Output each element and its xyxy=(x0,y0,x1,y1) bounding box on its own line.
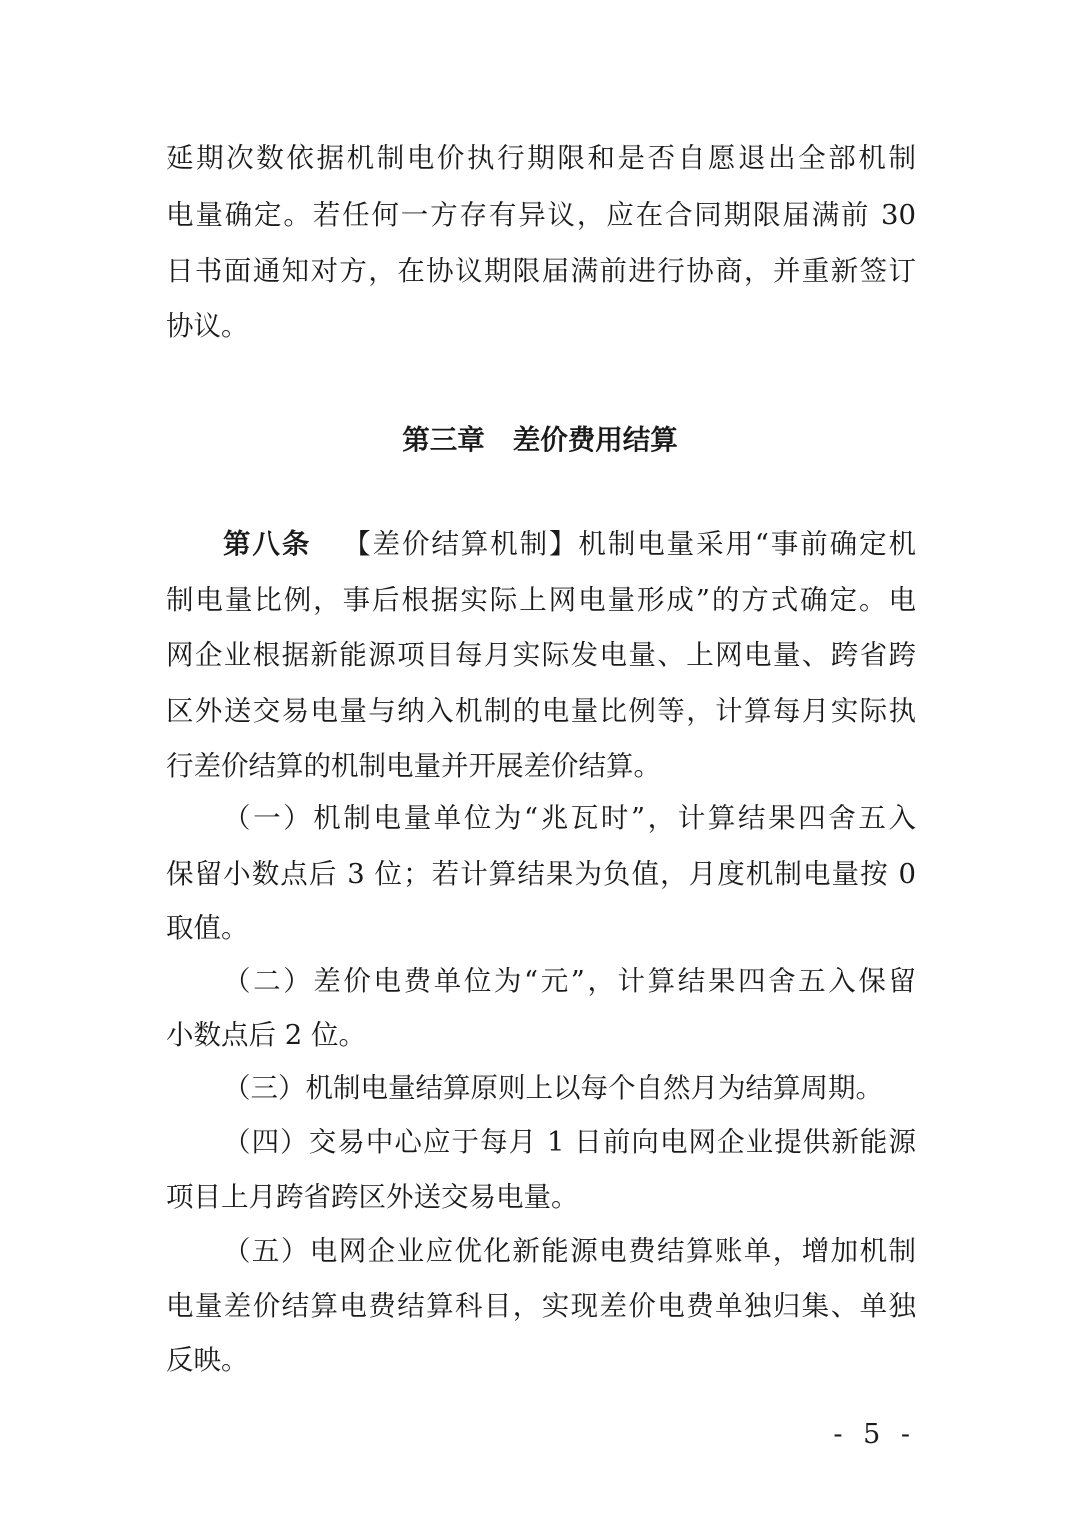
article-8-line-2: 制电量比例，事后根据实际上网电量形成”的方式确定。电 xyxy=(166,584,916,616)
item-2-line-1: （二）差价电费单位为“元”，计算结果四舍五入保留 xyxy=(223,965,916,997)
page-number: - 5 - xyxy=(833,1419,916,1450)
item-1-line-2: 保留小数点后 3 位；若计算结果为负值，月度机制电量按 0 xyxy=(166,858,916,890)
article-8-first-line xyxy=(223,522,916,566)
continuation-line-4: 协议。 xyxy=(166,310,249,342)
item-4-line-2: 项目上月跨省跨区外送交易电量。 xyxy=(166,1181,579,1213)
item-5-line-1: （五）电网企业应优化新能源电费结算账单，增加机制 xyxy=(223,1235,916,1267)
item-5-line-3: 反映。 xyxy=(166,1344,249,1376)
item-3-line-1: （三）机制电量结算原则上以每个自然月为结算周期。 xyxy=(223,1072,883,1104)
article-8-line-3: 网企业根据新能源项目每月实际发电量、上网电量、跨省跨 xyxy=(166,639,916,671)
continuation-line-2: 电量确定。若任何一方存有异议，应在合同期限届满前 30 xyxy=(166,199,916,231)
article-8-line-5: 行差价结算的机制电量并开展差价结算。 xyxy=(166,750,661,782)
continuation-line-1: 延期次数依据机制电价执行期限和是否自愿退出全部机制 xyxy=(166,142,916,174)
item-4-line-1: （四）交易中心应于每月 1 日前向电网企业提供新能源 xyxy=(223,1126,916,1158)
item-5-line-2: 电量差价结算电费结算科目，实现差价电费单独归集、单独 xyxy=(166,1290,916,1322)
chapter-title: 差价费用结算 xyxy=(512,424,678,456)
chapter-number: 第三章 xyxy=(402,424,485,456)
item-1-line-3: 取值。 xyxy=(166,912,249,944)
item-2-line-2: 小数点后 2 位。 xyxy=(166,1019,366,1051)
item-1-line-1: （一）机制电量单位为“兆瓦时”，计算结果四舍五入 xyxy=(223,802,916,834)
article-heading-text: 【差价结算机制】机制电量采用“事前确定机 xyxy=(341,528,916,560)
article-number: 第八条 xyxy=(223,528,312,560)
chapter-heading xyxy=(0,418,1080,462)
continuation-line-3: 日书面通知对方，在协议期限届满前进行协商，并重新签订 xyxy=(166,255,916,287)
article-8-line-4: 区外送交易电量与纳入机制的电量比例等，计算每月实际执 xyxy=(166,695,916,727)
